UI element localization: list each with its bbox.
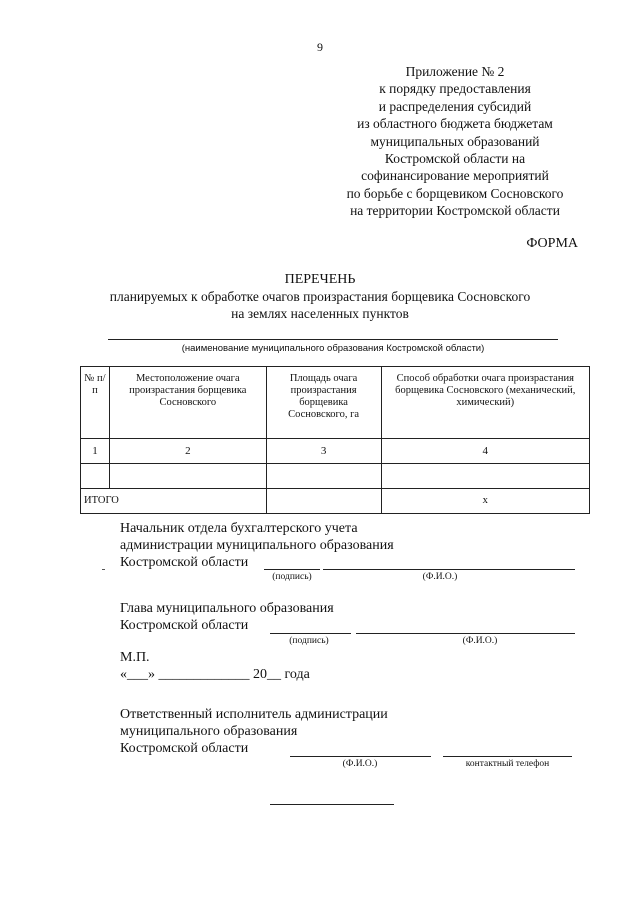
signer-title: Костромской области bbox=[120, 555, 249, 570]
total-area-cell[interactable] bbox=[266, 489, 381, 514]
form-label: ФОРМА bbox=[526, 236, 578, 251]
table-cell[interactable] bbox=[109, 464, 266, 489]
seal-placeholder: М.П. bbox=[120, 650, 150, 665]
table-total-row bbox=[81, 489, 590, 514]
signature-caption: (подпись) bbox=[289, 636, 329, 646]
page-number: 9 bbox=[317, 40, 323, 54]
date-line: «___» _____________ 20__ года bbox=[120, 667, 310, 682]
margin-mark bbox=[102, 569, 105, 570]
signer-title: Костромской области bbox=[120, 741, 249, 756]
appendix-line: муниципальных образований bbox=[370, 133, 540, 149]
appendix-line: софинансирование мероприятий bbox=[361, 168, 549, 184]
name-line[interactable] bbox=[356, 633, 575, 634]
column-number: 2 bbox=[109, 439, 266, 464]
signer-title: Ответственный исполнитель администрации bbox=[120, 707, 388, 722]
table-cell[interactable] bbox=[266, 464, 381, 489]
name-caption: (Ф.И.О.) bbox=[462, 636, 498, 646]
table-number-row bbox=[81, 439, 590, 464]
signature-line[interactable] bbox=[270, 633, 351, 634]
appendix-line: из областного бюджета бюджетам bbox=[357, 116, 553, 132]
phone-line[interactable] bbox=[443, 756, 572, 757]
signer-title: Глава муниципального образования bbox=[120, 601, 334, 616]
appendix-line: Костромской области на bbox=[384, 151, 526, 167]
signer-title: Начальник отдела бухгалтерского учета bbox=[120, 521, 358, 536]
subsidy-table bbox=[80, 366, 590, 514]
table-cell[interactable] bbox=[81, 464, 110, 489]
name-caption: (Ф.И.О.) bbox=[422, 572, 458, 582]
name-line[interactable] bbox=[323, 569, 575, 570]
name-caption: (Ф.И.О.) bbox=[342, 759, 378, 769]
closing-divider bbox=[270, 804, 394, 805]
municipality-blank-line[interactable] bbox=[108, 339, 558, 340]
appendix-line: к порядку предоставления bbox=[379, 81, 531, 97]
appendix-line: Приложение № 2 bbox=[405, 64, 505, 79]
name-line[interactable] bbox=[290, 756, 431, 757]
column-header: Местоположение очага произрастания борщевика Сосновского bbox=[109, 367, 266, 439]
appendix-header bbox=[320, 63, 590, 220]
title-line: на землях населенных пунктов bbox=[231, 306, 409, 321]
column-number: 4 bbox=[381, 439, 590, 464]
signer-title: администрации муниципального образования bbox=[120, 538, 394, 553]
appendix-line: на территории Костромской области bbox=[350, 203, 560, 219]
column-header: № п/п bbox=[81, 367, 110, 439]
column-header: Площадь очага произрастания борщевика Сосновского, га bbox=[266, 367, 381, 439]
appendix-line: и распределения субсидий bbox=[378, 98, 532, 114]
phone-caption: контактный телефон bbox=[465, 759, 550, 769]
table-cell[interactable] bbox=[381, 464, 590, 489]
signature-caption: (подпись) bbox=[272, 572, 312, 582]
signature-line[interactable] bbox=[264, 569, 320, 570]
column-number: 3 bbox=[266, 439, 381, 464]
signer-title: муниципального образования bbox=[120, 724, 298, 739]
table-row bbox=[81, 464, 590, 489]
appendix-line: по борьбе с борщевиком Сосновского bbox=[346, 185, 564, 201]
title-line: планируемых к обработке очагов произрастания борщевика Сосновского bbox=[109, 289, 531, 304]
document-title bbox=[0, 271, 640, 322]
total-mark: х bbox=[381, 489, 590, 514]
total-label: ИТОГО bbox=[81, 489, 267, 514]
signer-title: Костромской области bbox=[120, 618, 249, 633]
municipality-caption: (наименование муниципального образования Костромской области) bbox=[181, 343, 485, 354]
column-number: 1 bbox=[81, 439, 110, 464]
table-header-row bbox=[81, 367, 590, 439]
column-header: Способ обработки очага произрастания борщевика Сосновского (механический, химический) bbox=[381, 367, 590, 439]
title-main: ПЕРЕЧЕНЬ bbox=[284, 272, 356, 287]
